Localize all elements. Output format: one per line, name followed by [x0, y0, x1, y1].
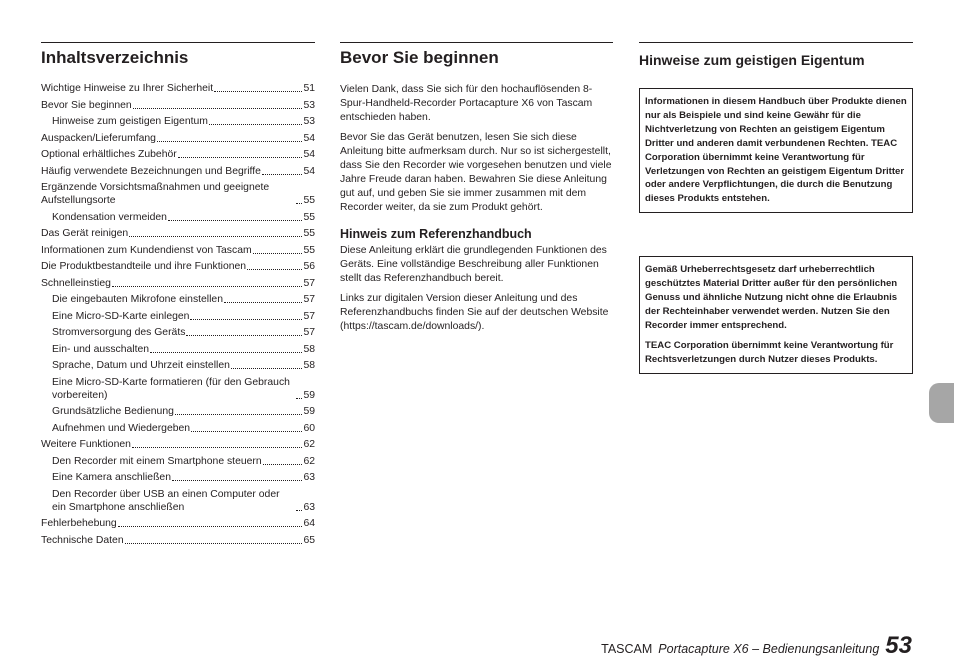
toc-entry[interactable] [41, 293, 315, 306]
intro-section [340, 42, 613, 340]
toc-entry-page: 64 [303, 518, 315, 529]
toc-entry-text: Ein- und ausschalten [52, 343, 150, 355]
toc-entry[interactable] [41, 181, 315, 207]
page-number: 53 [885, 632, 912, 659]
toc-entry[interactable] [41, 517, 315, 530]
toc-entry-page: 57 [303, 327, 315, 338]
toc-leader-dots [129, 236, 302, 237]
toc-leader-dots [157, 141, 302, 142]
toc-entry[interactable] [41, 244, 315, 257]
toc-entry[interactable] [41, 148, 315, 161]
toc-leader-dots [168, 220, 302, 221]
toc-entry[interactable] [41, 115, 315, 128]
toc-leader-dots [262, 174, 303, 175]
toc-entry-page: 54 [303, 149, 315, 160]
toc-leader-dots [132, 447, 303, 448]
toc-entry-page: 55 [303, 244, 315, 256]
toc-entry-text: Eine Micro-SD-Karte formatieren (für den Gebrauch vorbereiten) [52, 376, 290, 401]
toc-leader-dots [150, 352, 302, 353]
toc-entry-text: Grundsätzliche Bedienung [52, 406, 174, 417]
toc-leader-dots [231, 368, 303, 369]
intro-paragraph: Bevor Sie das Gerät benutzen, lesen Sie sich diese Anleitung bitte aufmerksam durch. Nur so ist sichergestellt, dass Sie den Recorder wie vorgesehen benutzen und viele Jahre Freude daran haben. Bewahren Sie diese Anleitung gut auf, und geben Sie sie immer zusammen mit dem Recorder weiter, da sie zum Produkt gehört. [340, 132, 612, 213]
toc-entry[interactable] [41, 405, 315, 418]
toc-leader-dots [247, 269, 302, 270]
ip-notice-box [639, 88, 913, 213]
toc-entry-page: 53 [303, 116, 315, 127]
toc-leader-dots [209, 124, 303, 125]
reference-paragraph: Diese Anleitung erklärt die grundlegenden Funktionen des Geräts. Eine vollständige Beschreibung aller Funktionen stellt das Referenzhandbuch bereit. [340, 245, 607, 284]
toc-entry-page: 51 [303, 83, 315, 94]
toc-entry[interactable] [41, 211, 315, 224]
toc-entry[interactable] [41, 165, 315, 178]
toc-entry-text: Weitere Funktionen [41, 439, 131, 450]
toc-entry[interactable] [41, 227, 315, 240]
toc-entry-text: Schnelleinstieg [41, 277, 111, 289]
toc-entry-text: Hinweise zum geistigen Eigentum [52, 116, 208, 127]
toc-entry-text: Optional erhältliches Zubehör [41, 149, 177, 160]
toc-entry-text: Kondensation vermeiden [52, 211, 167, 223]
toc-entry-text: Auspacken/Lieferumfang [41, 132, 156, 144]
toc-leader-dots [125, 543, 303, 544]
toc-leader-dots [133, 108, 303, 109]
toc-entry-text: Sprache, Datum und Uhrzeit einstellen [52, 360, 230, 371]
toc-entry-page: 59 [303, 406, 315, 417]
toc-entry[interactable] [41, 132, 315, 145]
ip-title: Hinweise zum geistigen Eigentum [639, 42, 913, 71]
toc-entry[interactable] [41, 326, 315, 339]
toc-title: Inhaltsverzeichnis [41, 42, 315, 68]
toc-entry[interactable] [41, 455, 315, 468]
toc-leader-dots [214, 91, 302, 92]
toc-entry[interactable] [41, 277, 315, 290]
toc-entry[interactable] [41, 310, 315, 323]
intro-paragraph: Vielen Dank, dass Sie sich für den hochauflösenden 8-Spur-Handheld-Recorder Portacapture X6 von Tascam entschieden haben. [340, 84, 593, 123]
toc-entry-text: Häufig verwendete Bezeichnungen und Begriffe [41, 165, 261, 177]
toc-entry-page: 56 [303, 261, 315, 272]
toc-entry-text: Die Produktbestandteile und ihre Funktionen [41, 261, 247, 272]
toc-leader-dots [296, 398, 302, 399]
toc-entry-text: Fehlerbehebung [41, 518, 117, 529]
reference-title: Hinweis zum Referenzhandbuch [340, 227, 532, 241]
toc-entry-page: 55 [303, 211, 315, 223]
toc-entry-page: 59 [303, 389, 315, 401]
toc-entry-page: 65 [303, 534, 315, 546]
toc-entry-page: 63 [303, 501, 315, 513]
toc-entry-page: 55 [303, 228, 315, 239]
toc-leader-dots [112, 286, 303, 287]
toc-leader-dots [191, 431, 302, 432]
toc-leader-dots [253, 253, 303, 254]
toc-entry-text: Eine Micro-SD-Karte einlegen [52, 310, 190, 322]
toc-entry-page: 63 [303, 472, 315, 483]
toc-entry-text: Technische Daten [41, 534, 124, 546]
toc-entry-page: 58 [303, 360, 315, 371]
toc-entry-page: 60 [303, 422, 315, 434]
toc-entry-text: Die eingebauten Mikrofone einstellen [52, 294, 223, 305]
toc-entry-page: 54 [303, 165, 315, 177]
toc-entry-page: 57 [303, 294, 315, 305]
toc-entry-page: 54 [303, 132, 315, 144]
copyright-notice-box [639, 256, 913, 373]
ip-section [639, 42, 913, 374]
toc-leader-dots [178, 157, 303, 158]
toc-entry[interactable] [41, 82, 315, 95]
toc-leader-dots [172, 480, 302, 481]
ip-notice-text: Informationen in diesem Handbuch über Produkte dienen nur als Beispiele und sind keine Gewähr für die Nichtverletzung von Rechten an geistigem Eigentum Dritter und anderen damit verbundenen Rechten. TEAC Corporation übernimmt keine Verantwortung für Verletzungen von Rechten an geistigem Eigentum Dritter oder andere Verpflichtungen, die durch die Benutzung dieses Produkts entstehen. [645, 96, 907, 205]
footer-model: Portacapture X6 – Bedienungsanleitung [658, 642, 880, 656]
toc-entry-text: Informationen zum Kundendienst von Tascam [41, 244, 252, 256]
toc-entry-page: 62 [303, 455, 315, 467]
toc-leader-dots [296, 510, 302, 511]
toc-entry-text: Den Recorder über USB an einen Computer oder ein Smartphone anschließen [52, 488, 280, 513]
liability-notice-text: TEAC Corporation übernimmt keine Verantwortung für Rechtsverletzungen durch Nutzer dieses Produkts. [645, 339, 894, 365]
toc-leader-dots [175, 414, 303, 415]
toc-entry[interactable] [41, 343, 315, 356]
toc-entry[interactable] [41, 99, 315, 112]
toc-entry-text: Wichtige Hinweise zu Ihrer Sicherheit [41, 83, 214, 94]
toc-entry-page: 57 [303, 277, 315, 289]
toc-entry-page: 62 [303, 439, 315, 450]
toc-entry[interactable] [41, 534, 315, 547]
toc-entry[interactable] [41, 376, 315, 402]
toc-leader-dots [186, 335, 302, 336]
page-footer [601, 632, 912, 660]
toc-entry-page: 57 [303, 310, 315, 322]
reference-paragraph: Links zur digitalen Version dieser Anleitung und des Referenzhandbuchs finden Sie auf der deutschen Website (https://tascam.de/downloads/). [340, 293, 609, 332]
toc-entry-page: 53 [303, 99, 315, 111]
toc-entry-page: 58 [303, 343, 315, 355]
toc-entry[interactable] [41, 260, 315, 273]
footer-brand: TASCAM [601, 642, 653, 656]
toc-leader-dots [118, 526, 303, 527]
toc-entry[interactable] [41, 488, 315, 514]
toc-leader-dots [224, 302, 302, 303]
toc-list [41, 82, 315, 547]
toc-entry-text: Bevor Sie beginnen [41, 99, 132, 111]
toc-entry[interactable] [41, 422, 315, 435]
table-of-contents [41, 42, 315, 550]
chapter-tab [929, 383, 954, 423]
toc-entry-text: Ergänzende Vorsichtsmaßnahmen und geeignete Aufstellungsorte [41, 182, 270, 206]
toc-leader-dots [190, 319, 302, 320]
toc-entry-page: 55 [303, 195, 315, 206]
toc-entry-text: Das Gerät reinigen [41, 228, 129, 239]
toc-leader-dots [263, 464, 303, 465]
toc-entry-text: Eine Kamera anschließen [52, 472, 171, 483]
intro-title: Bevor Sie beginnen [340, 42, 613, 68]
toc-entry[interactable] [41, 438, 315, 451]
copyright-notice-text: Gemäß Urheberrechtsgesetz darf urheberrechtlich geschütztes Material Dritter außer für den persönlichen Genuss und ähnliche Nutzung nicht ohne die Erlaubnis der Rechteinhaber verwendet werden. Nutzen Sie den Recorder immer entsprechend. [645, 264, 898, 331]
toc-entry[interactable] [41, 471, 315, 484]
toc-entry-text: Aufnehmen und Wiedergeben [52, 422, 191, 434]
toc-leader-dots [296, 203, 302, 204]
toc-entry-text: Den Recorder mit einem Smartphone steuern [52, 455, 262, 467]
toc-entry[interactable] [41, 359, 315, 372]
toc-entry-text: Stromversorgung des Geräts [52, 327, 186, 338]
